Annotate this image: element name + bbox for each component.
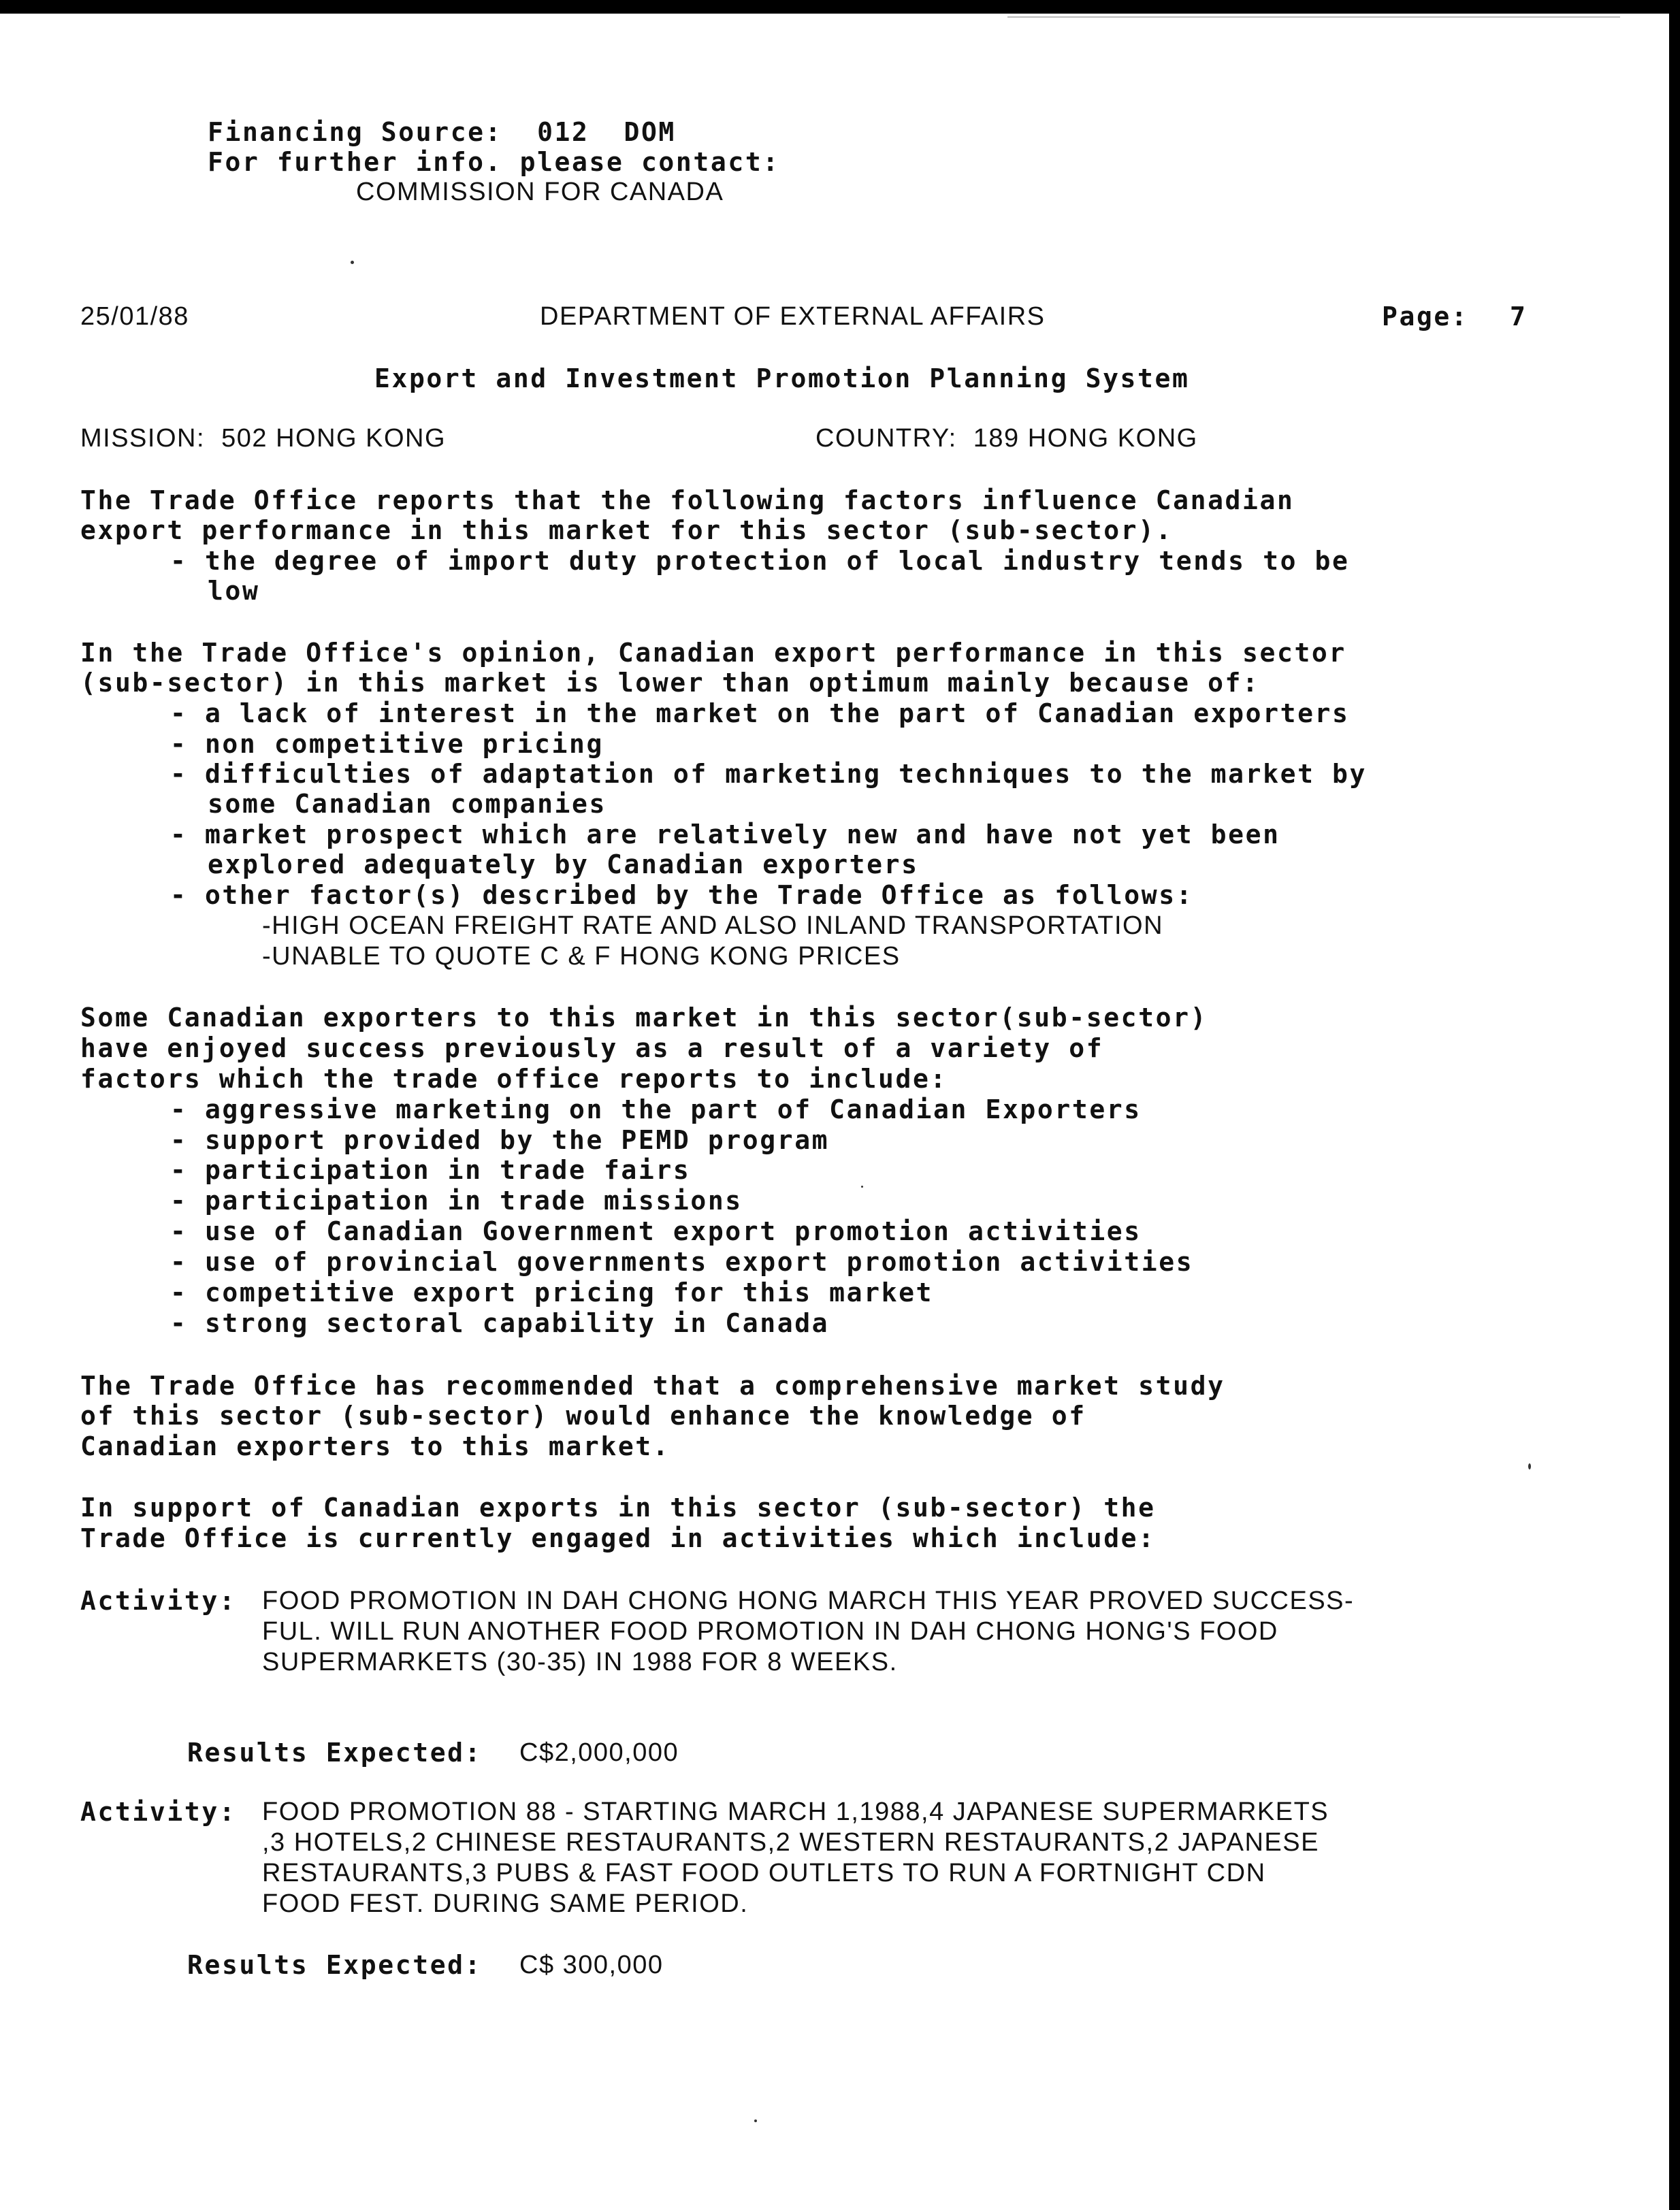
success-item: - participation in trade missions [170, 1186, 743, 1216]
success-item: - aggressive marketing on the part of Canadian Exporters [170, 1094, 1142, 1124]
support-line: Trade Office is currently engaged in activities which include: [80, 1523, 1156, 1553]
activity-label: Activity: [80, 1586, 237, 1616]
success-item: - support provided by the PEMD program [170, 1125, 830, 1155]
department-title: DEPARTMENT OF EXTERNAL AFFAIRS [540, 302, 1046, 331]
success-intro-line: have enjoyed success previously as a result of a variety of [80, 1033, 1104, 1063]
report-date: 25/01/88 [80, 302, 189, 331]
opinion-item: - difficulties of adaptation of marketing techniques to the market by [170, 759, 1367, 789]
scan-speck [1528, 1463, 1531, 1469]
activity-line: FOOD PROMOTION IN DAH CHONG HONG MARCH THIS YEAR PROVED SUCCESS- [262, 1587, 1355, 1615]
results-label: Results Expected: [187, 1738, 483, 1768]
opinion-intro-line: In the Trade Office's opinion, Canadian export performance in this sector [80, 638, 1346, 668]
contact-name: COMMISSION FOR CANADA [356, 178, 724, 206]
results-value: C$2,000,000 [519, 1738, 679, 1767]
scan-right-border [1669, 0, 1680, 2210]
opinion-item: - a lack of interest in the market on the part of Canadian exporters [170, 698, 1350, 728]
scan-speck [351, 261, 354, 264]
scan-top-rule [1007, 16, 1620, 18]
other-factor: -HIGH OCEAN FREIGHT RATE AND ALSO INLAND TRANSPORTATION [262, 911, 1164, 940]
factors-intro-line: export performance in this market for this sector (sub-sector). [80, 515, 1174, 545]
page-number: 7 [1510, 302, 1528, 331]
support-line: In support of Canadian exports in this sector (sub-sector) the [80, 1493, 1156, 1523]
system-title: Export and Investment Promotion Planning System [374, 363, 1190, 393]
study-line: of this sector (sub-sector) would enhance the knowledge of [80, 1401, 1086, 1431]
success-item: - use of provincial governments export promotion activities [170, 1247, 1194, 1277]
contact-line: For further info. please contact: [208, 147, 780, 177]
results-value: C$ 300,000 [519, 1951, 664, 1979]
opinion-item: - other factor(s) described by the Trade Office as follows: [170, 880, 1194, 910]
opinion-item: - market prospect which are relatively new and have not yet been [170, 819, 1280, 849]
opinion-item-continued: some Canadian companies [208, 789, 607, 819]
factors-item: - the degree of import duty protection of local industry tends to be [170, 546, 1350, 576]
factors-item-continued: low [208, 576, 260, 606]
results-label: Results Expected: [187, 1950, 483, 1980]
other-factor: -UNABLE TO QUOTE C & F HONG KONG PRICES [262, 942, 901, 971]
activity-line: FUL. WILL RUN ANOTHER FOOD PROMOTION IN DAH CHONG HONG'S FOOD [262, 1617, 1278, 1646]
activity-line: SUPERMARKETS (30-35) IN 1988 FOR 8 WEEKS. [262, 1648, 898, 1676]
success-intro-line: factors which the trade office reports to include: [80, 1064, 948, 1094]
study-line: Canadian exporters to this market. [80, 1431, 671, 1461]
activity-line: FOOD PROMOTION 88 - STARTING MARCH 1,1988,4 JAPANESE SUPERMARKETS [262, 1798, 1329, 1826]
scan-top-border [0, 0, 1680, 14]
factors-intro-line: The Trade Office reports that the following factors influence Canadian [80, 485, 1295, 515]
activity-line: ,3 HOTELS,2 CHINESE RESTAURANTS,2 WESTERN RESTAURANTS,2 JAPANESE [262, 1828, 1319, 1857]
page-label: Page: [1382, 302, 1469, 331]
success-item: - participation in trade fairs [170, 1155, 691, 1185]
scan-speck [861, 1186, 863, 1188]
financing-source: Financing Source: 012 DOM [208, 117, 676, 147]
success-item: - competitive export pricing for this market [170, 1278, 934, 1307]
study-line: The Trade Office has recommended that a comprehensive market study [80, 1371, 1225, 1401]
scan-speck [754, 2119, 757, 2122]
opinion-item: - non competitive pricing [170, 729, 604, 759]
activity-label: Activity: [80, 1797, 237, 1827]
activity-line: RESTAURANTS,3 PUBS & FAST FOOD OUTLETS TO RUN A FORTNIGHT CDN [262, 1859, 1266, 1887]
success-intro-line: Some Canadian exporters to this market in this sector(sub-sector) [80, 1003, 1208, 1033]
opinion-item-continued: explored adequately by Canadian exporters [208, 849, 919, 879]
opinion-intro-line: (sub-sector) in this market is lower than optimum mainly because of: [80, 668, 1260, 698]
country: COUNTRY: 189 HONG KONG [815, 424, 1198, 453]
success-item: - strong sectoral capability in Canada [170, 1308, 830, 1338]
activity-line: FOOD FEST. DURING SAME PERIOD. [262, 1889, 749, 1918]
mission: MISSION: 502 HONG KONG [80, 424, 447, 453]
success-item: - use of Canadian Government export promotion activities [170, 1216, 1142, 1246]
